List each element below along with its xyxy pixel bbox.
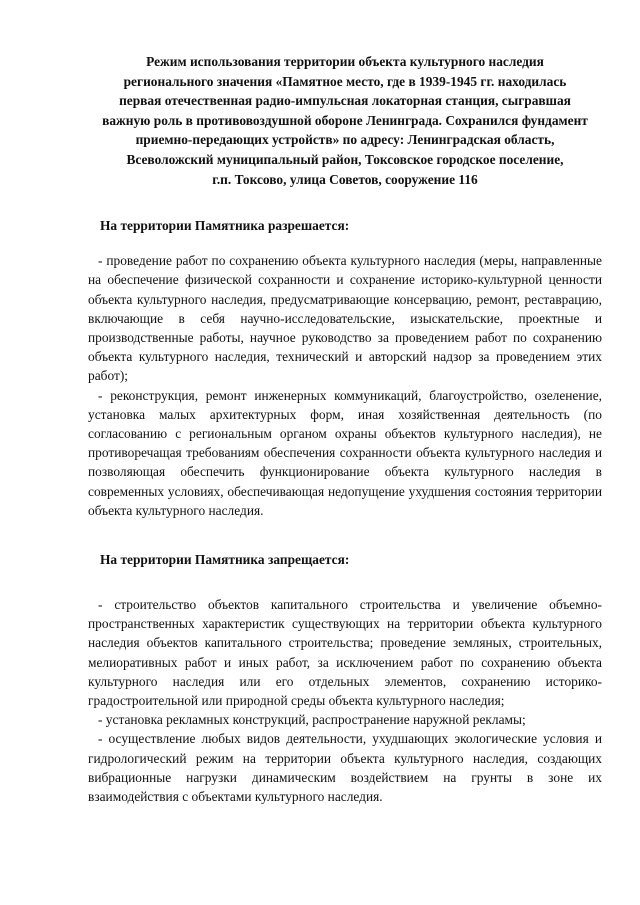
title-line: г.п. Токсово, улица Советов, сооружение 116 [212,171,478,187]
title-line: первая отечественная радио-импульсная локаторная станция, сыгравшая [119,93,571,109]
title-line: Режим использования территории объекта культурного наследия [146,54,544,69]
title-line: важную роль в противовоздушной обороне Ленинграда. Сохранился фундамент [102,112,588,128]
title-line: приемно-передающих устройств» по адресу: Ленинградская область, [135,132,555,148]
forbidden-item: - осуществление любых видов деятельности, ухудшающих экологические условия и гидрологический режим на территории объекта культурного наследия, создающих вибрационные нагрузки динамическим воздействием на грунты в зоне их взаимодействия с объектами культурного наследия. [88,731,602,805]
forbidden-item: - строительство объектов капитального строительства и увеличение объемно-пространственных характеристик существующих на территории объекта культурного наследия объектов капитального строительства; проведение земляных, строительных, мелиоративных работ и иных работ, за исключением работ по сохранению объекта культурного наследия или его отдельных элементов, сохранению историко-градостроительной или природной среды объекта культурного наследия; [88,597,602,709]
forbidden-heading: На территории Памятника запрещается: [100,552,350,567]
allowed-list [88,251,602,520]
title-line: регионального значения «Памятное место, где в 1939-1945 гг. находилась [123,73,567,89]
allowed-heading: На территории Памятника разрешается: [100,218,350,234]
forbidden-list [88,595,602,806]
allowed-item: - реконструкция, ремонт инженерных коммуникаций, благоустройство, озеленение, установка малых архитектурных форм, иная хозяйственная деятельность (по согласованию с региональным органом охраны объектов культурного наследия), не противоречащая требованиям обеспечения сохранности объекта культурного наследия и позволяющая обеспечить функционирование объекта культурного наследия в современных условиях, обеспечивающая недопущение ухудшения состояния территории объекта культурного наследия. [88,387,602,518]
forbidden-item: - установка рекламных конструкций, распространение наружной рекламы; [98,712,526,728]
title-line: Всеволожский муниципальный район, Токсовское городское поселение, [126,151,564,167]
allowed-item: - проведение работ по сохранению объекта культурного наследия (меры, направленные на обеспечение физической сохранности и сохранение историко-культурной ценности объекта культурного наследия, предусматривающие консервацию, ремонт, реставрацию, включающие в себя научно-исследовательские, изыскательские, проектные и производственные работы, научное руководство за проведением работ по сохранению объекта культурного наследия, технический и авторский надзор за проведением этих работ); [88,253,602,384]
document-title [88,52,602,189]
